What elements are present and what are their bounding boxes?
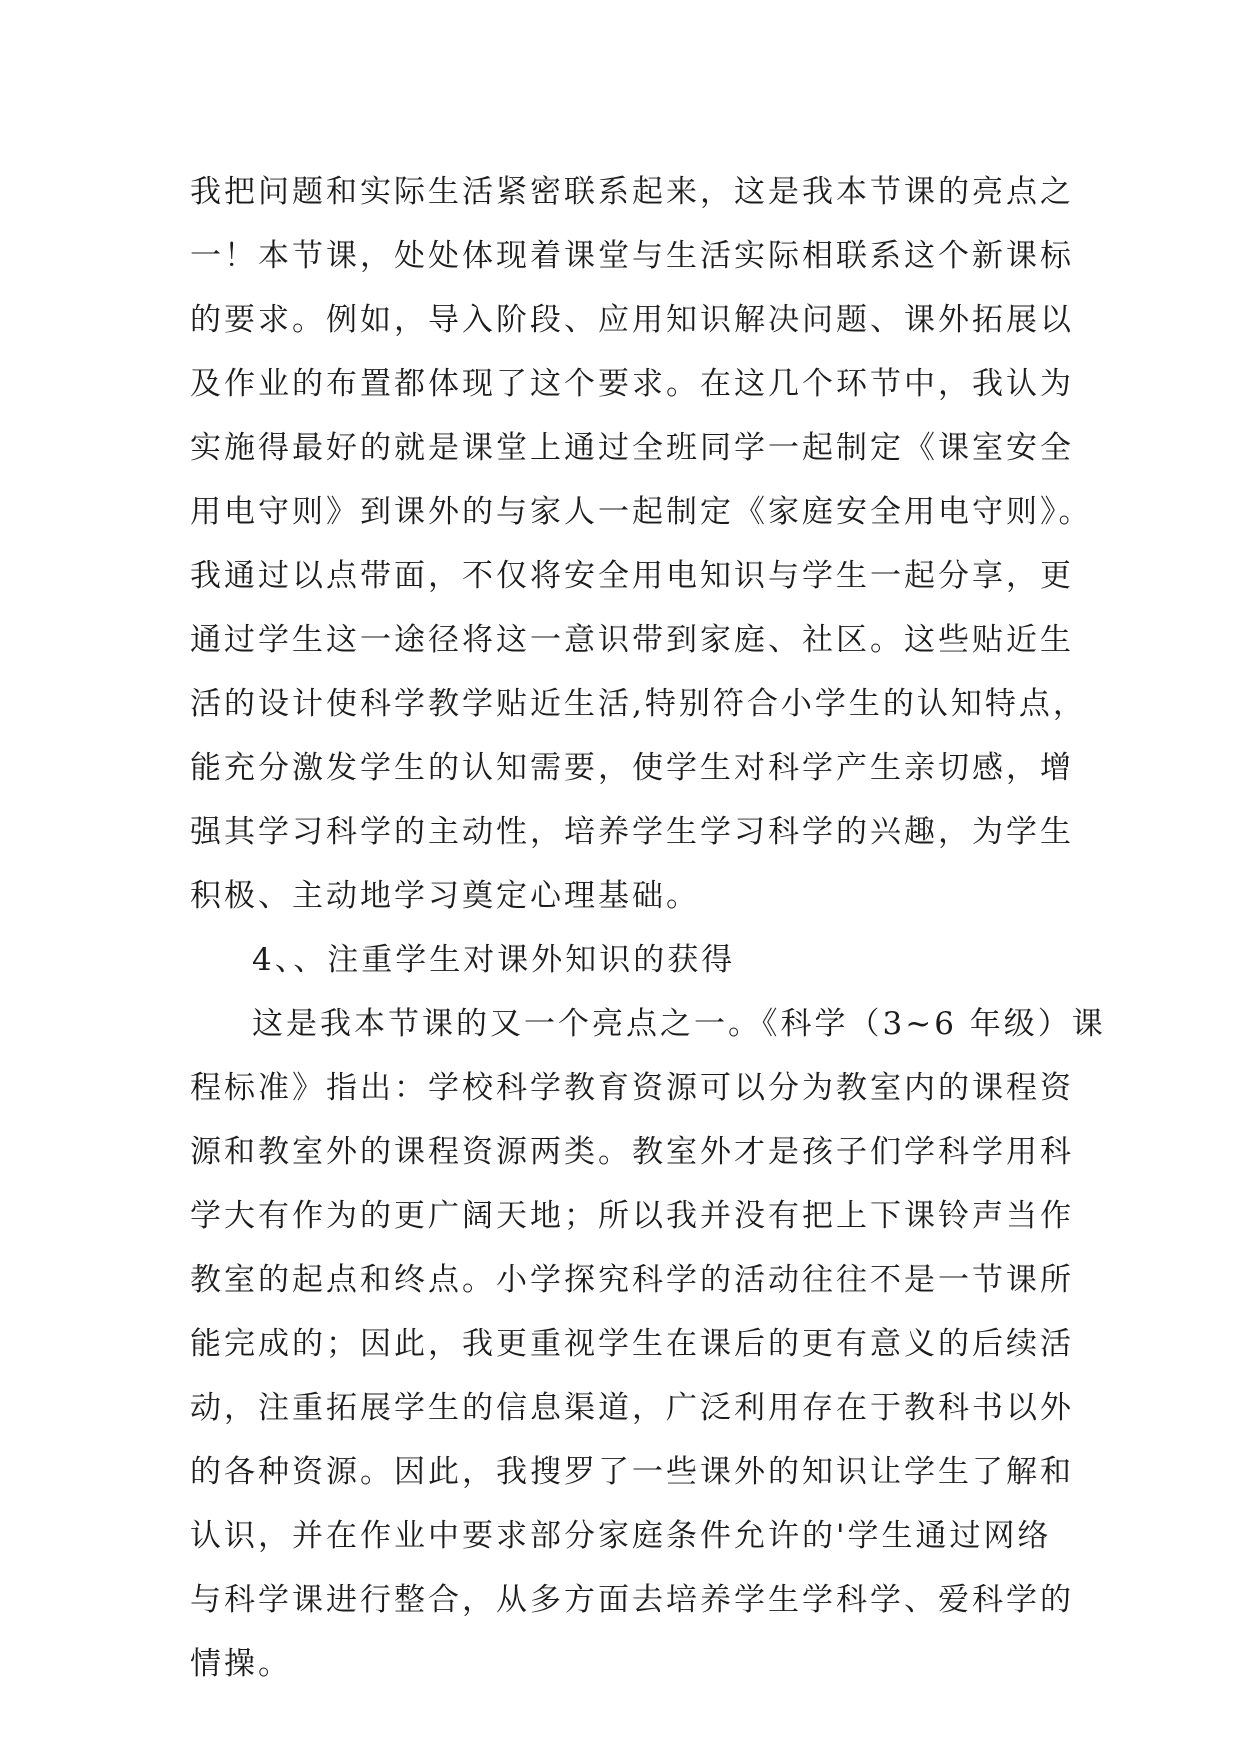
text-line: 通过学生这一途径将这一意识带到家庭、社区。这些贴近生 — [190, 622, 1074, 658]
text-line: 学大有作为的更广阔天地；所以我并没有把上下课铃声当作 — [190, 1198, 1074, 1234]
text-line: 认识，并在作业中要求部分家庭条件允许的'学生通过网络 — [190, 1518, 1052, 1554]
text-line: 活的设计使科学教学贴近生活,特别符合小学生的认知特点， — [190, 686, 1087, 722]
paragraph-start-line: 4、、注重学生对课外知识的获得 — [252, 942, 736, 978]
text-line: 实施得最好的就是课堂上通过全班同学一起制定《课室安全 — [190, 430, 1074, 466]
body-text — [190, 160, 1106, 1696]
text-line: 及作业的布置都体现了这个要求。在这几个环节中，我认为 — [190, 366, 1074, 402]
text-line: 一！本节课，处处体现着课堂与生活实际相联系这个新课标 — [190, 238, 1074, 274]
text-line: 的要求。例如，导入阶段、应用知识解决问题、课外拓展以 — [190, 302, 1074, 338]
text-line: 与科学课进行整合，从多方面去培养学生学科学、爱科学的 — [190, 1582, 1074, 1618]
paragraph-start-line: 这是我本节课的又一个亮点之一。《科学（3~6 年级）课 — [252, 1006, 1106, 1042]
text-line: 用电守则》到课外的与家人一起制定《家庭安全用电守则》。 — [190, 494, 1093, 530]
text-line: 我把问题和实际生活紧密联系起来，这是我本节课的亮点之 — [190, 174, 1074, 210]
text-line: 能完成的；因此，我更重视学生在课后的更有意义的后续活 — [190, 1326, 1074, 1362]
text-line: 强其学习科学的主动性，培养学生学习科学的兴趣，为学生 — [190, 814, 1074, 850]
text-line: 动，注重拓展学生的信息渠道，广泛利用存在于教科书以外 — [190, 1390, 1074, 1426]
text-line: 情操。 — [190, 1646, 292, 1682]
text-line: 程标准》指出：学校科学教育资源可以分为教室内的课程资 — [190, 1070, 1074, 1106]
text-line: 积极、主动地学习奠定心理基础。 — [190, 878, 700, 914]
text-line: 的各种资源。因此，我搜罗了一些课外的知识让学生了解和 — [190, 1454, 1074, 1490]
text-line: 我通过以点带面，不仅将安全用电知识与学生一起分享，更 — [190, 558, 1074, 594]
text-line: 源和教室外的课程资源两类。教室外才是孩子们学科学用科 — [190, 1134, 1074, 1170]
text-line: 能充分激发学生的认知需要，使学生对科学产生亲切感，增 — [190, 750, 1074, 786]
text-line: 教室的起点和终点。小学探究科学的活动往往不是一节课所 — [190, 1262, 1074, 1298]
